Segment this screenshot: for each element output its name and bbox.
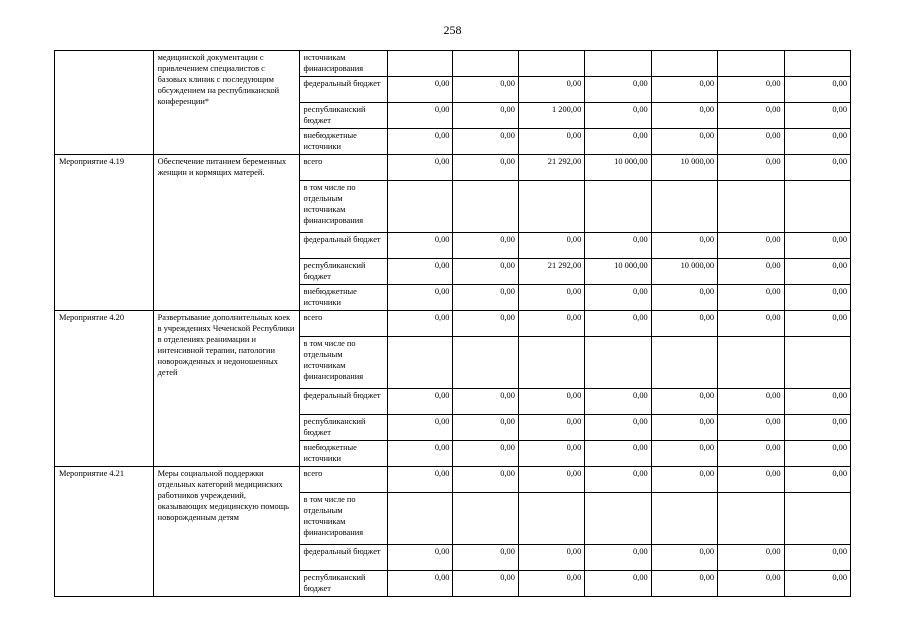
empty-cell [585,493,651,545]
empty-cell [651,337,717,389]
value-cell: 0,00 [585,545,651,571]
value-cell: 0,00 [518,571,584,597]
table-row [55,311,851,337]
value-cell: 0,00 [453,545,518,571]
value-cell: 0,00 [585,311,651,337]
value-cell: 0,00 [784,311,851,337]
event-cell: Мероприятие 4.19 [55,155,154,311]
description-cell: медицинской документации с привлечением специалистов с базовых клиник с последующим обсуждением на республиканской конференции* [153,51,299,155]
value-cell: 0,00 [453,415,518,441]
source-cell: в том числе по отдельным источникам финансирования [299,181,388,233]
value-cell: 0,00 [453,467,518,493]
value-cell: 0,00 [718,311,784,337]
empty-cell [518,493,584,545]
source-cell: внебюджетные источники [299,129,388,155]
value-cell: 0,00 [784,441,851,467]
value-cell: 1 200,00 [518,103,584,129]
value-cell: 10 000,00 [651,155,717,181]
empty-cell [784,337,851,389]
empty-cell [718,337,784,389]
source-cell: в том числе по отдельным источникам финансирования [299,337,388,389]
value-cell: 10 000,00 [585,259,651,285]
table-body [55,51,851,597]
value-cell: 10 000,00 [585,155,651,181]
value-cell: 0,00 [651,77,717,103]
value-cell: 0,00 [651,103,717,129]
empty-cell [585,51,651,77]
value-cell: 0,00 [388,545,453,571]
value-cell: 0,00 [518,415,584,441]
value-cell: 0,00 [651,129,717,155]
source-cell: источникам финансирования [299,51,388,77]
empty-cell [453,337,518,389]
empty-cell [651,181,717,233]
value-cell: 0,00 [453,233,518,259]
value-cell: 0,00 [651,545,717,571]
value-cell: 0,00 [718,467,784,493]
event-cell: Мероприятие 4.20 [55,311,154,467]
empty-cell [784,181,851,233]
source-cell: всего [299,155,388,181]
value-cell: 0,00 [651,467,717,493]
source-cell: республиканский бюджет [299,259,388,285]
value-cell: 0,00 [784,155,851,181]
value-cell: 0,00 [453,389,518,415]
value-cell: 0,00 [388,467,453,493]
value-cell: 0,00 [784,259,851,285]
value-cell: 0,00 [518,285,584,311]
source-cell: внебюджетные источники [299,441,388,467]
value-cell: 0,00 [388,129,453,155]
empty-cell [388,181,453,233]
value-cell: 0,00 [585,389,651,415]
value-cell: 0,00 [388,285,453,311]
source-cell: республиканский бюджет [299,415,388,441]
empty-cell [585,181,651,233]
value-cell: 0,00 [784,571,851,597]
value-cell: 0,00 [718,233,784,259]
value-cell: 0,00 [784,129,851,155]
value-cell: 0,00 [453,155,518,181]
empty-cell [518,51,584,77]
value-cell: 0,00 [518,233,584,259]
source-cell: в том числе по отдельным источникам финансирования [299,493,388,545]
value-cell: 0,00 [388,103,453,129]
value-cell: 0,00 [388,77,453,103]
source-cell: всего [299,311,388,337]
source-cell: федеральный бюджет [299,233,388,259]
value-cell: 0,00 [585,233,651,259]
empty-cell [784,51,851,77]
value-cell: 0,00 [784,415,851,441]
value-cell: 0,00 [784,77,851,103]
value-cell: 0,00 [784,285,851,311]
value-cell: 0,00 [718,155,784,181]
value-cell: 0,00 [784,103,851,129]
value-cell: 0,00 [718,415,784,441]
description-cell: Обеспечение питанием беременных женщин и кормящих матерей. [153,155,299,311]
source-cell: федеральный бюджет [299,545,388,571]
value-cell: 0,00 [784,389,851,415]
value-cell: 0,00 [585,571,651,597]
description-cell: Развертывание дополнительных коек в учреждениях Чеченской Республики в отделениях реанимации и интенсивной терапии, патологии новорожденных и недоношенных детей [153,311,299,467]
value-cell: 0,00 [388,311,453,337]
value-cell: 10 000,00 [651,259,717,285]
value-cell: 0,00 [718,259,784,285]
value-cell: 0,00 [718,103,784,129]
value-cell: 0,00 [518,129,584,155]
value-cell: 0,00 [585,77,651,103]
value-cell: 0,00 [518,311,584,337]
budget-table [54,50,851,597]
page-number: 258 [443,23,462,37]
value-cell: 21 292,00 [518,155,584,181]
value-cell: 21 292,00 [518,259,584,285]
empty-cell [453,493,518,545]
value-cell: 0,00 [651,415,717,441]
empty-cell [388,337,453,389]
value-cell: 0,00 [585,415,651,441]
empty-cell [651,493,717,545]
value-cell: 0,00 [651,571,717,597]
value-cell: 0,00 [453,285,518,311]
empty-cell [518,181,584,233]
value-cell: 0,00 [388,259,453,285]
table-row [55,467,851,493]
value-cell: 0,00 [518,77,584,103]
value-cell: 0,00 [453,441,518,467]
value-cell: 0,00 [453,103,518,129]
value-cell: 0,00 [651,285,717,311]
empty-cell [718,51,784,77]
source-cell: федеральный бюджет [299,389,388,415]
value-cell: 0,00 [453,311,518,337]
value-cell: 0,00 [453,77,518,103]
value-cell: 0,00 [585,467,651,493]
empty-cell [718,493,784,545]
value-cell: 0,00 [585,103,651,129]
value-cell: 0,00 [651,441,717,467]
empty-cell [388,51,453,77]
description-cell: Меры социальной поддержки отдельных категорий медицинских работников учреждений, оказывающих медицинскую помощь новорожденным детям [153,467,299,597]
value-cell: 0,00 [518,441,584,467]
value-cell: 0,00 [585,129,651,155]
value-cell: 0,00 [651,233,717,259]
value-cell: 0,00 [453,129,518,155]
value-cell: 0,00 [718,441,784,467]
table-row [55,51,851,77]
source-cell: республиканский бюджет [299,103,388,129]
value-cell: 0,00 [585,441,651,467]
value-cell: 0,00 [518,467,584,493]
value-cell: 0,00 [784,467,851,493]
value-cell: 0,00 [388,233,453,259]
event-cell [55,51,154,155]
source-cell: республиканский бюджет [299,571,388,597]
empty-cell [453,51,518,77]
value-cell: 0,00 [651,389,717,415]
source-cell: всего [299,467,388,493]
value-cell: 0,00 [518,389,584,415]
value-cell: 0,00 [718,545,784,571]
value-cell: 0,00 [453,571,518,597]
empty-cell [651,51,717,77]
source-cell: внебюджетные источники [299,285,388,311]
value-cell: 0,00 [388,389,453,415]
empty-cell [718,181,784,233]
value-cell: 0,00 [784,233,851,259]
value-cell: 0,00 [518,545,584,571]
value-cell: 0,00 [388,155,453,181]
value-cell: 0,00 [453,259,518,285]
value-cell: 0,00 [388,441,453,467]
value-cell: 0,00 [784,545,851,571]
empty-cell [388,493,453,545]
value-cell: 0,00 [388,415,453,441]
value-cell: 0,00 [718,129,784,155]
value-cell: 0,00 [718,77,784,103]
value-cell: 0,00 [718,571,784,597]
value-cell: 0,00 [718,389,784,415]
value-cell: 0,00 [718,285,784,311]
empty-cell [453,181,518,233]
empty-cell [518,337,584,389]
empty-cell [784,493,851,545]
empty-cell [585,337,651,389]
source-cell: федеральный бюджет [299,77,388,103]
value-cell: 0,00 [651,311,717,337]
value-cell: 0,00 [388,571,453,597]
table-row [55,155,851,181]
value-cell: 0,00 [585,285,651,311]
event-cell: Мероприятие 4.21 [55,467,154,597]
